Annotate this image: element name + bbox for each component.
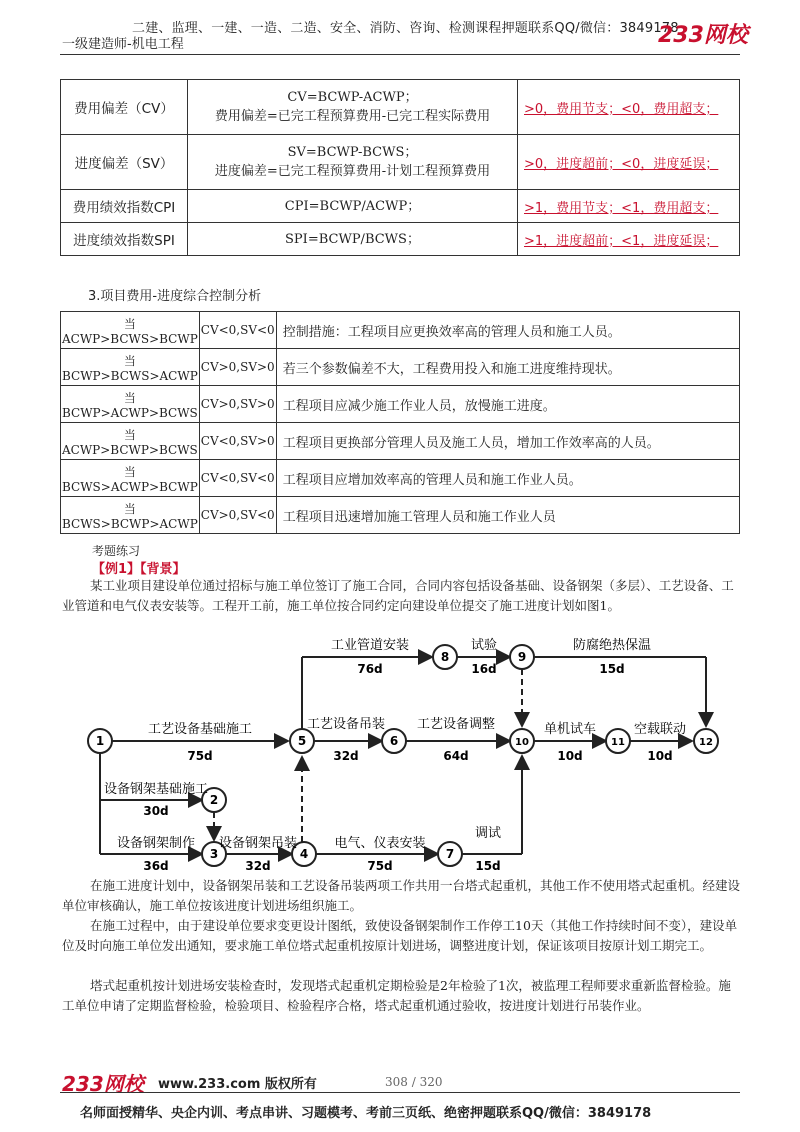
index-name: 进度绩效指数SPI: [61, 223, 188, 256]
svg-text:工艺设备基础施工: 工艺设备基础施工: [147, 722, 253, 737]
change-paragraph: 在施工过程中，由于建设单位要求变更设计图纸，致使设备钢架制作工作停工10天（其他工作持续时间不变），建设单位及时向施工单位发出通知，要求施工单位塔式起重机按原计划进场，调整进度计划，保证该项目按原计划工期完工。: [62, 918, 738, 953]
control-analysis-table: [60, 311, 740, 534]
svg-text:空载联动: 空载联动: [633, 722, 687, 737]
svg-text:6: 6: [389, 734, 399, 748]
example-tag: 【例1】【背景】: [92, 562, 186, 577]
table-row: [61, 135, 740, 190]
index-name: 费用绩效指数CPI: [61, 190, 188, 223]
header-subject: 一级建造师-机电工程: [62, 37, 184, 52]
footer-rule: [60, 1092, 740, 1093]
measure-cell: 工程项目迅速增加施工管理人员和施工作业人员: [276, 497, 739, 534]
svg-text:10: 10: [515, 737, 529, 748]
footer-site: www.233.com 版权所有: [158, 1077, 317, 1092]
svg-text:试验: 试验: [470, 638, 498, 653]
footer-logo: 233网校: [62, 1072, 144, 1096]
deviation-cell: CV<0,SV<0: [199, 312, 276, 349]
svg-text:75d: 75d: [367, 859, 393, 873]
condition-cell: 当BCWP>ACWP>BCWS: [61, 386, 200, 423]
svg-text:单机试车: 单机试车: [543, 722, 597, 737]
page-number: 308 / 320: [385, 1075, 443, 1089]
condition-cell: 当BCWS>BCWP>ACWP: [61, 497, 200, 534]
exercise-title: 考题练习: [92, 544, 141, 558]
svg-text:调试: 调试: [474, 826, 502, 841]
network-diagram: [60, 630, 740, 875]
footer-ad: 名师面授精华、央企内训、考点串讲、习题模考、考前三页纸、绝密押题联系QQ/微信：3849178: [80, 1106, 652, 1121]
svg-text:设备钢架制作: 设备钢架制作: [116, 836, 196, 851]
svg-text:9: 9: [517, 650, 527, 664]
svg-text:15d: 15d: [475, 859, 501, 873]
svg-text:工艺设备调整: 工艺设备调整: [416, 717, 496, 732]
svg-text:30d: 30d: [143, 804, 169, 818]
background-paragraph: 某工业项目建设单位通过招标与施工单位签订了施工合同，合同内容包括设备基础、设备钢架（多层）、工艺设备、工业管道和电气仪表安装等。工程开工前，施工单位按合同约定向建设单位提交了施工进度计划如图1。: [62, 578, 734, 613]
table-row: [61, 349, 740, 386]
deviation-cell: CV<0,SV<0: [199, 460, 276, 497]
svg-text:76d: 76d: [357, 662, 383, 676]
index-name: 进度偏差（SV）: [61, 135, 188, 190]
condition-cell: 当BCWS>ACWP>BCWP: [61, 460, 200, 497]
table-row: [61, 497, 740, 534]
header-logo: 233网校: [658, 23, 748, 48]
header-contact: 二建、监理、一建、一造、二造、安全、消防、咨询、检测课程押题联系QQ/微信：3849178: [132, 21, 679, 36]
svg-text:64d: 64d: [443, 749, 469, 763]
condition-cell: 当ACWP>BCWS>BCWP: [61, 312, 200, 349]
svg-text:1: 1: [95, 734, 105, 748]
measure-cell: 若三个参数偏差不大，工程费用投入和施工进度维持现状。: [276, 349, 739, 386]
table-row: [61, 223, 740, 256]
svg-text:工艺设备吊装: 工艺设备吊装: [306, 717, 386, 732]
index-formula: CV=BCWP-ACWP； 费用偏差=已完工程预算费用-已完工程实际费用: [188, 80, 518, 135]
svg-text:12: 12: [699, 737, 713, 748]
deviation-cell: CV>0,SV>0: [199, 349, 276, 386]
index-result: >1，费用节支；<1，费用超支；: [518, 190, 740, 223]
table-row: [61, 460, 740, 497]
svg-text:10d: 10d: [557, 749, 583, 763]
svg-text:设备钢架基础施工: 设备钢架基础施工: [103, 782, 209, 797]
activity-labels: [104, 637, 686, 873]
measure-cell: 工程项目应增加效率高的管理人员和施工作业人员。: [276, 460, 739, 497]
table-row: [61, 386, 740, 423]
index-result: >0，费用节支；<0，费用超支；: [518, 80, 740, 135]
deviation-cell: CV<0,SV>0: [199, 423, 276, 460]
measure-cell: 控制措施：工程项目应更换效率高的管理人员和施工人员。: [276, 312, 739, 349]
measure-cell: 工程项目更换部分管理人员及施工人员，增加工作效率高的人员。: [276, 423, 739, 460]
svg-text:8: 8: [440, 650, 450, 664]
crane-paragraph: 塔式起重机按计划进场安装检查时，发现塔式起重机定期检验是2年检验了1次，被监理工程师要求重新监督检验。施工单位申请了定期监督检验，检验项目、检验程序合格，塔式起重机通过验收，按进度计划进行吊装作业。: [62, 978, 731, 1013]
cost-index-table: [60, 79, 740, 256]
table-row: [61, 312, 740, 349]
svg-text:32d: 32d: [245, 859, 271, 873]
measure-cell: 工程项目应减少施工作业人员，放慢施工进度。: [276, 386, 739, 423]
index-name: 费用偏差（CV）: [61, 80, 188, 135]
dummy-arrows: [214, 669, 522, 842]
deviation-cell: CV>0,SV>0: [199, 386, 276, 423]
table-row: [61, 80, 740, 135]
svg-text:设备钢架吊装: 设备钢架吊装: [218, 836, 298, 851]
schedule-paragraph: 在施工进度计划中，设备钢架吊装和工艺设备吊装两项工作共用一台塔式起重机，其他工作不使用塔式起重机。经建设单位审核确认，施工单位按该进度计划进场组织施工。: [62, 878, 741, 913]
svg-text:75d: 75d: [187, 749, 213, 763]
svg-text:3: 3: [209, 847, 219, 861]
network-nodes: [88, 645, 718, 866]
section-title: 3.项目费用-进度综合控制分析: [88, 289, 262, 304]
index-result: >1，进度超前；<1，进度延误；: [518, 223, 740, 256]
svg-text:32d: 32d: [333, 749, 359, 763]
svg-text:电气、仪表安装: 电气、仪表安装: [334, 836, 426, 851]
svg-text:4: 4: [299, 847, 309, 861]
svg-text:11: 11: [611, 737, 625, 748]
index-formula: CPI=BCWP/ACWP；: [188, 190, 518, 223]
svg-text:10d: 10d: [647, 749, 673, 763]
index-formula: SPI=BCWP/BCWS；: [188, 223, 518, 256]
svg-text:5: 5: [297, 734, 307, 748]
condition-cell: 当ACWP>BCWP>BCWS: [61, 423, 200, 460]
svg-text:36d: 36d: [143, 859, 169, 873]
table-row: [61, 423, 740, 460]
index-formula: SV=BCWP-BCWS； 进度偏差=已完工程预算费用-计划工程预算费用: [188, 135, 518, 190]
svg-text:2: 2: [209, 793, 219, 807]
header-rule: [60, 54, 740, 55]
svg-text:7: 7: [445, 847, 455, 861]
svg-text:16d: 16d: [471, 662, 497, 676]
table-row: [61, 190, 740, 223]
svg-text:防腐绝热保温: 防腐绝热保温: [572, 638, 652, 653]
index-result: >0，进度超前；<0，进度延误；: [518, 135, 740, 190]
svg-text:15d: 15d: [599, 662, 625, 676]
svg-text:工业管道安装: 工业管道安装: [330, 638, 410, 653]
condition-cell: 当BCWP>BCWS>ACWP: [61, 349, 200, 386]
deviation-cell: CV>0,SV<0: [199, 497, 276, 534]
